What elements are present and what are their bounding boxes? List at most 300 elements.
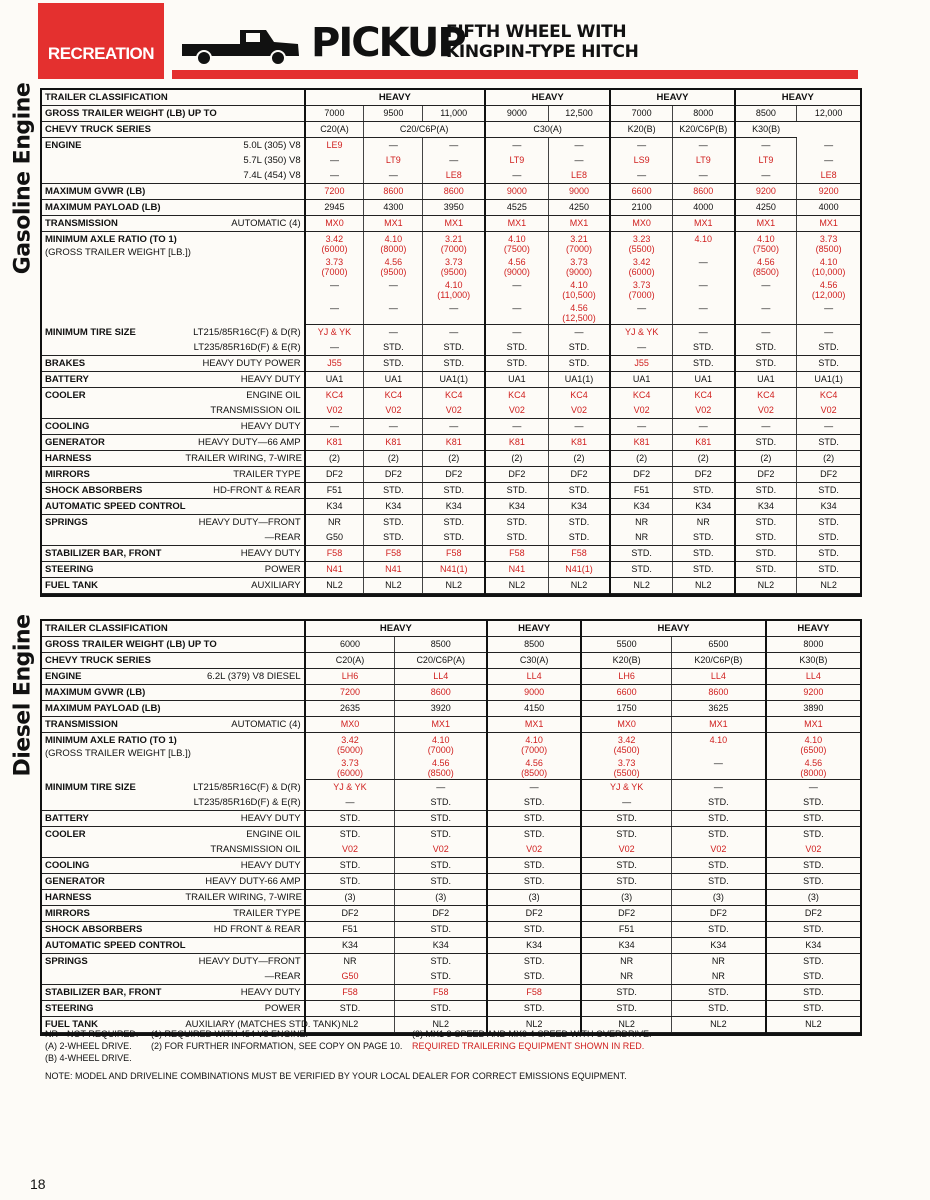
value-cell: STD. bbox=[395, 922, 487, 938]
axle-cell bbox=[797, 301, 860, 325]
value-cell: STD. bbox=[487, 827, 581, 843]
axle-weight bbox=[739, 313, 794, 323]
row-label bbox=[42, 340, 182, 356]
row-sublabel: ENGINE OIL bbox=[182, 388, 304, 404]
value-cell: STD. bbox=[395, 874, 487, 890]
value-cell: NR bbox=[672, 515, 734, 531]
value-cell: STD. bbox=[487, 1001, 581, 1017]
row-sublabel: LT215/85R16C(F) & D(R) bbox=[182, 780, 304, 796]
value-cell: STD. bbox=[766, 827, 860, 843]
value-cell: STD. bbox=[305, 811, 395, 827]
badge-label: RECREATION bbox=[47, 44, 155, 63]
table-row bbox=[42, 701, 860, 717]
row-sublabel: TRAILER WIRING, 7-WIRE bbox=[182, 451, 304, 467]
value-cell: K81 bbox=[610, 435, 672, 451]
axle-cell bbox=[487, 733, 581, 757]
value-cell: (3) bbox=[487, 890, 581, 906]
value-cell: 4000 bbox=[797, 200, 860, 216]
value-cell: STD. bbox=[797, 435, 860, 451]
value-cell: MX0 bbox=[305, 717, 395, 733]
value-cell: NL2 bbox=[672, 1017, 766, 1033]
axle-label bbox=[42, 232, 305, 325]
value-cell: KC4 bbox=[548, 388, 610, 404]
value-cell: NR bbox=[610, 515, 672, 531]
axle-weight: (8000) bbox=[380, 244, 407, 254]
value-cell: (2) bbox=[610, 451, 672, 467]
value-cell: (2) bbox=[797, 451, 860, 467]
value-cell: STD. bbox=[672, 546, 734, 562]
value-cell: — bbox=[672, 780, 766, 796]
axle-ratio: — bbox=[824, 303, 834, 313]
value-cell: N41(1) bbox=[423, 562, 485, 578]
gtw-cell: 11,000 bbox=[423, 106, 485, 122]
axle-weight: (11,000) bbox=[437, 290, 471, 300]
value-cell: NL2 bbox=[581, 1017, 671, 1033]
value-cell: 4525 bbox=[485, 200, 548, 216]
value-cell: STD. bbox=[305, 1001, 395, 1017]
table-row bbox=[42, 938, 860, 954]
row-label: GENERATOR bbox=[42, 874, 182, 890]
axle-ratio: — bbox=[329, 303, 339, 313]
axle-ratio: 4.10 bbox=[570, 280, 588, 290]
value-cell: — bbox=[581, 795, 671, 811]
row-sublabel: ENGINE OIL bbox=[182, 827, 304, 843]
axle-cell bbox=[797, 255, 860, 278]
row-label: FUEL TANK bbox=[42, 1017, 182, 1033]
value-cell: — bbox=[423, 153, 485, 168]
classification-cell: HEAVY bbox=[581, 621, 765, 637]
value-cell: LH6 bbox=[581, 669, 671, 685]
value-cell: LT9 bbox=[485, 153, 548, 168]
value-cell: NL2 bbox=[485, 578, 548, 594]
value-cell: NL2 bbox=[766, 1017, 860, 1033]
axle-cell bbox=[797, 232, 860, 256]
diesel-table bbox=[40, 619, 862, 1036]
value-cell: STD. bbox=[672, 858, 766, 874]
value-cell: NR bbox=[672, 969, 766, 985]
axle-ratio: 3.42 bbox=[632, 257, 651, 267]
row-sublabel: TRAILER TYPE bbox=[182, 467, 304, 483]
value-cell: (2) bbox=[305, 451, 364, 467]
classification-cell: HEAVY bbox=[305, 90, 485, 106]
value-cell: STD. bbox=[548, 530, 610, 546]
row-sublabel bbox=[182, 701, 304, 717]
row-label: COOLING bbox=[42, 858, 182, 874]
value-cell: STD. bbox=[797, 356, 860, 372]
axle-weight bbox=[676, 267, 731, 277]
value-cell: STD. bbox=[581, 811, 671, 827]
axle-weight: (10,500) bbox=[562, 290, 596, 300]
value-cell: STD. bbox=[797, 546, 860, 562]
axle-cell bbox=[672, 301, 734, 325]
value-cell: (2) bbox=[548, 451, 610, 467]
value-cell: 6600 bbox=[610, 184, 672, 200]
value-cell: K34 bbox=[766, 938, 860, 954]
value-cell: — bbox=[735, 168, 797, 184]
row-sublabel bbox=[182, 499, 304, 515]
value-cell: DF2 bbox=[581, 906, 671, 922]
row-label bbox=[42, 842, 182, 858]
axle-ratio: 3.42 bbox=[325, 234, 344, 244]
value-cell: STD. bbox=[672, 922, 766, 938]
value-cell: V02 bbox=[735, 403, 797, 419]
value-cell: 7200 bbox=[305, 184, 364, 200]
value-cell: K81 bbox=[364, 435, 423, 451]
axle-weight: (5500) bbox=[613, 768, 640, 778]
value-cell: K81 bbox=[672, 435, 734, 451]
value-cell: STD. bbox=[581, 827, 671, 843]
value-cell: STD. bbox=[364, 530, 423, 546]
axle-cell bbox=[548, 278, 610, 301]
row-sublabel: 7.4L (454) V8 bbox=[182, 168, 304, 184]
axle-cell bbox=[485, 255, 548, 278]
row-sublabel: —REAR bbox=[182, 530, 304, 546]
axle-cell bbox=[423, 301, 485, 325]
table-row bbox=[42, 685, 860, 701]
axle-cell bbox=[672, 756, 766, 780]
value-cell: YJ & YK bbox=[305, 780, 395, 796]
axle-weight: (12,500) bbox=[562, 313, 596, 323]
axle-weight: (9000) bbox=[503, 267, 530, 277]
row-sublabel: AUTOMATIC (4) bbox=[182, 216, 304, 232]
row-label: COOLER bbox=[45, 390, 86, 401]
value-cell: YJ & YK bbox=[305, 325, 364, 341]
value-cell: — bbox=[364, 138, 423, 154]
value-cell: UA1(1) bbox=[797, 372, 860, 388]
value-cell: F51 bbox=[581, 922, 671, 938]
row-label: ENGINE bbox=[42, 669, 182, 685]
axle-weight: (12,000) bbox=[811, 290, 846, 300]
axle-cell bbox=[610, 232, 672, 256]
value-cell: STD. bbox=[364, 515, 423, 531]
header-red-rule bbox=[172, 70, 858, 79]
value-cell: — bbox=[610, 340, 672, 356]
axle-ratio: 4.10 bbox=[431, 735, 450, 745]
value-cell: STD. bbox=[735, 340, 797, 356]
series-cell: K20/C6P(B) bbox=[672, 122, 734, 138]
row-sublabel: HEAVY DUTY—66 AMP bbox=[182, 435, 304, 451]
value-cell: STD. bbox=[364, 483, 423, 499]
value-cell: UA1(1) bbox=[548, 372, 610, 388]
value-cell: STD. bbox=[423, 483, 485, 499]
value-cell: — bbox=[610, 168, 672, 184]
row-sublabel: TRAILER TYPE bbox=[182, 906, 304, 922]
value-cell: 4250 bbox=[735, 200, 797, 216]
axle-weight bbox=[676, 244, 731, 254]
value-cell: STD. bbox=[364, 340, 423, 356]
value-cell: NR bbox=[305, 515, 364, 531]
footnote: (2) FOR FURTHER INFORMATION, SEE COPY ON PAGE 10. bbox=[151, 1041, 403, 1051]
table-row bbox=[42, 232, 860, 256]
row-label: SHOCK ABSORBERS bbox=[42, 483, 182, 499]
value-cell: LE8 bbox=[797, 168, 860, 184]
axle-ratio: 4.10 bbox=[819, 257, 838, 267]
table-row bbox=[42, 356, 860, 372]
value-cell: UA1 bbox=[485, 372, 548, 388]
value-cell: — bbox=[735, 419, 797, 435]
value-cell: — bbox=[364, 325, 423, 341]
value-cell: LT9 bbox=[672, 153, 734, 168]
axle-weight bbox=[426, 313, 481, 323]
value-cell: 3920 bbox=[395, 701, 487, 717]
value-cell: MX1 bbox=[485, 216, 548, 232]
value-cell: MX0 bbox=[610, 216, 672, 232]
table-row bbox=[42, 530, 860, 546]
axle-cell bbox=[423, 278, 485, 301]
axle-cell bbox=[610, 278, 672, 301]
value-cell: STD. bbox=[797, 483, 860, 499]
value-cell: — bbox=[487, 780, 581, 796]
row-label: MAXIMUM PAYLOAD (LB) bbox=[42, 200, 182, 216]
value-cell: MX1 bbox=[672, 717, 766, 733]
value-cell: — bbox=[548, 325, 610, 341]
row-sublabel bbox=[182, 938, 304, 954]
value-cell: NL2 bbox=[305, 1017, 395, 1033]
axle-ratio: 3.73 bbox=[819, 234, 838, 244]
axle-cell bbox=[423, 255, 485, 278]
value-cell: MX1 bbox=[766, 717, 860, 733]
row-label: FUEL TANK bbox=[42, 578, 182, 594]
series-cell: C20(A) bbox=[305, 653, 395, 669]
value-cell: STD. bbox=[395, 827, 487, 843]
subtitle-line-2: KINGPIN-TYPE HITCH bbox=[446, 42, 639, 62]
value-cell: NL2 bbox=[548, 578, 610, 594]
value-cell: STD. bbox=[485, 483, 548, 499]
value-cell: STD. bbox=[487, 954, 581, 970]
value-cell: LS9 bbox=[610, 153, 672, 168]
axle-weight: (6000) bbox=[321, 244, 348, 254]
axle-weight: (7000) bbox=[440, 244, 467, 254]
value-cell: V02 bbox=[672, 842, 766, 858]
row-sublabel: TRANSMISSION OIL bbox=[182, 403, 304, 419]
value-cell: 9000 bbox=[487, 685, 581, 701]
footnotes-col-3 bbox=[412, 1028, 712, 1052]
axle-ratio: 4.56 bbox=[570, 303, 588, 313]
axle-cell bbox=[735, 232, 797, 256]
value-cell: NL2 bbox=[395, 1017, 487, 1033]
axle-ratio: — bbox=[512, 280, 522, 290]
value-cell: LT9 bbox=[364, 153, 423, 168]
value-cell: N41 bbox=[485, 562, 548, 578]
gtw-cell: 8000 bbox=[766, 637, 860, 653]
gtw-cell: 8500 bbox=[487, 637, 581, 653]
row-sublabel: 5.0L (305) V8 bbox=[182, 138, 304, 154]
value-cell: N41(1) bbox=[548, 562, 610, 578]
row-sublabel: —REAR bbox=[182, 969, 304, 985]
row-label bbox=[42, 403, 182, 419]
value-cell: STD. bbox=[548, 483, 610, 499]
axle-ratio: — bbox=[698, 303, 708, 313]
value-cell: STD. bbox=[735, 515, 797, 531]
value-cell: UA1 bbox=[305, 372, 364, 388]
page-subtitle bbox=[446, 22, 639, 62]
axle-ratio: 3.21 bbox=[570, 234, 588, 244]
axle-ratio: 4.10 bbox=[694, 234, 713, 244]
axle-cell bbox=[672, 278, 734, 301]
axle-cell bbox=[581, 756, 671, 780]
value-cell: K34 bbox=[485, 499, 548, 515]
value-cell: 4000 bbox=[672, 200, 734, 216]
value-cell: STD. bbox=[305, 827, 395, 843]
value-cell: STD. bbox=[672, 827, 766, 843]
table-row bbox=[42, 153, 860, 168]
value-cell: 3625 bbox=[672, 701, 766, 717]
value-cell: KC4 bbox=[423, 388, 485, 404]
axle-weight: (8500) bbox=[521, 768, 548, 778]
row-sublabel: HEAVY DUTY POWER bbox=[182, 356, 304, 372]
value-cell: NR bbox=[305, 954, 395, 970]
gtw-cell: 6500 bbox=[672, 637, 766, 653]
footnote-red-legend: REQUIRED TRAILERING EQUIPMENT SHOWN IN RED. bbox=[412, 1041, 645, 1051]
value-cell: V02 bbox=[797, 403, 860, 419]
row-label: ENGINE bbox=[45, 140, 82, 151]
axle-cell bbox=[735, 255, 797, 278]
axle-ratio: — bbox=[388, 303, 398, 313]
row-sublabel bbox=[182, 184, 304, 200]
value-cell: STD. bbox=[797, 340, 860, 356]
value-cell: DF2 bbox=[485, 467, 548, 483]
value-cell: NL2 bbox=[423, 578, 485, 594]
value-cell: NR bbox=[610, 530, 672, 546]
emissions-note: NOTE: MODEL AND DRIVELINE COMBINATIONS MUST BE VERIFIED BY YOUR LOCAL DEALER FOR CORRECT EMISSIONS EQUIPMENT. bbox=[45, 1071, 627, 1081]
value-cell: — bbox=[672, 138, 734, 154]
axle-cell bbox=[364, 301, 423, 325]
value-cell: STD. bbox=[423, 356, 485, 372]
value-cell: — bbox=[797, 419, 860, 435]
value-cell: — bbox=[305, 168, 364, 184]
value-cell: MX1 bbox=[364, 216, 423, 232]
axle-cell bbox=[581, 733, 671, 757]
value-cell: STD. bbox=[672, 530, 734, 546]
value-cell: DF2 bbox=[423, 467, 485, 483]
classification-cell: HEAVY bbox=[766, 621, 860, 637]
axle-cell bbox=[766, 756, 860, 780]
axle-cell bbox=[485, 301, 548, 325]
value-cell: V02 bbox=[395, 842, 487, 858]
value-cell: — bbox=[423, 419, 485, 435]
value-cell: LH6 bbox=[305, 669, 395, 685]
row-label bbox=[42, 530, 182, 546]
row-sublabel: HEAVY DUTY bbox=[182, 372, 304, 388]
row-sublabel: POWER bbox=[182, 562, 304, 578]
table-row bbox=[42, 467, 860, 483]
axle-weight bbox=[675, 768, 762, 778]
axle-label bbox=[42, 733, 305, 780]
value-cell: KC4 bbox=[364, 388, 423, 404]
axle-weight bbox=[676, 290, 731, 300]
value-cell: 2100 bbox=[610, 200, 672, 216]
row-label: TRANSMISSION bbox=[42, 717, 182, 733]
gtw-cell: 5500 bbox=[581, 637, 671, 653]
axle-cell bbox=[305, 255, 364, 278]
axle-ratio: 4.10 bbox=[525, 735, 543, 745]
value-cell: G50 bbox=[305, 530, 364, 546]
value-cell: F51 bbox=[610, 483, 672, 499]
value-cell: — bbox=[305, 419, 364, 435]
value-cell: DF2 bbox=[610, 467, 672, 483]
value-cell: UA1 bbox=[364, 372, 423, 388]
diesel-side-text: Diesel Engine bbox=[10, 613, 36, 777]
footnotes-col-2 bbox=[151, 1028, 421, 1052]
value-cell: F58 bbox=[423, 546, 485, 562]
value-cell: STD. bbox=[672, 874, 766, 890]
table-row bbox=[42, 733, 860, 757]
value-cell: STD. bbox=[766, 985, 860, 1001]
row-label: STEERING bbox=[42, 562, 182, 578]
value-cell: DF2 bbox=[305, 467, 364, 483]
row-sublabel: 5.7L (350) V8 bbox=[182, 153, 304, 168]
axle-ratio: — bbox=[388, 280, 398, 290]
table-row bbox=[42, 1001, 860, 1017]
table-row bbox=[42, 122, 860, 138]
value-cell: KC4 bbox=[610, 388, 672, 404]
table-row bbox=[42, 340, 860, 356]
classification-cell: HEAVY bbox=[487, 621, 581, 637]
value-cell: KC4 bbox=[735, 388, 797, 404]
axle-weight bbox=[489, 313, 545, 323]
axle-weight: (8500) bbox=[815, 244, 842, 254]
gasoline-side-label bbox=[10, 82, 36, 274]
value-cell: V02 bbox=[305, 842, 395, 858]
axle-weight: (8500) bbox=[427, 768, 454, 778]
axle-cell bbox=[395, 756, 487, 780]
value-cell: — bbox=[548, 153, 610, 168]
value-cell: 4150 bbox=[487, 701, 581, 717]
row-label: MIRRORS bbox=[42, 467, 182, 483]
axle-ratio: 4.56 bbox=[525, 758, 543, 768]
value-cell: F58 bbox=[364, 546, 423, 562]
axle-weight: (5000) bbox=[336, 745, 363, 755]
value-cell: J55 bbox=[610, 356, 672, 372]
value-cell: (2) bbox=[672, 451, 734, 467]
value-cell: 3950 bbox=[423, 200, 485, 216]
footnote: NR—NOT REQUIRED. bbox=[45, 1029, 139, 1039]
subtitle-line-1: FIFTH WHEEL WITH bbox=[446, 22, 627, 42]
value-cell: STD. bbox=[581, 874, 671, 890]
table-row bbox=[42, 795, 860, 811]
axle-ratio: — bbox=[698, 280, 708, 290]
value-cell: STD. bbox=[395, 969, 487, 985]
axle-weight: (8000) bbox=[800, 768, 827, 778]
value-cell: 2945 bbox=[305, 200, 364, 216]
row-label: SPRINGS bbox=[45, 517, 88, 528]
value-cell: (2) bbox=[485, 451, 548, 467]
value-cell: F51 bbox=[305, 922, 395, 938]
row-sublabel: HD FRONT & REAR bbox=[182, 922, 304, 938]
value-cell: — bbox=[485, 168, 548, 184]
value-cell: STD. bbox=[766, 954, 860, 970]
series-cell: C30(A) bbox=[485, 122, 610, 138]
value-cell: — bbox=[797, 153, 860, 168]
value-cell: STD. bbox=[485, 515, 548, 531]
row-label: TRAILER CLASSIFICATION bbox=[42, 621, 305, 637]
row-label: STABILIZER BAR, FRONT bbox=[42, 546, 182, 562]
table-row bbox=[42, 578, 860, 594]
table-row bbox=[42, 653, 860, 669]
table-row bbox=[42, 90, 860, 106]
value-cell: DF2 bbox=[766, 906, 860, 922]
value-cell: NR bbox=[581, 954, 671, 970]
value-cell: V02 bbox=[364, 403, 423, 419]
axle-weight bbox=[739, 290, 794, 300]
classification-cell: HEAVY bbox=[305, 621, 487, 637]
axle-ratio: 3.73 bbox=[444, 257, 463, 267]
value-cell: MX1 bbox=[548, 216, 610, 232]
axle-weight: (6500) bbox=[800, 745, 827, 755]
axle-weight: (9500) bbox=[380, 267, 407, 277]
value-cell: 8600 bbox=[364, 184, 423, 200]
row-label: MINIMUM TIRE SIZE bbox=[45, 781, 136, 793]
